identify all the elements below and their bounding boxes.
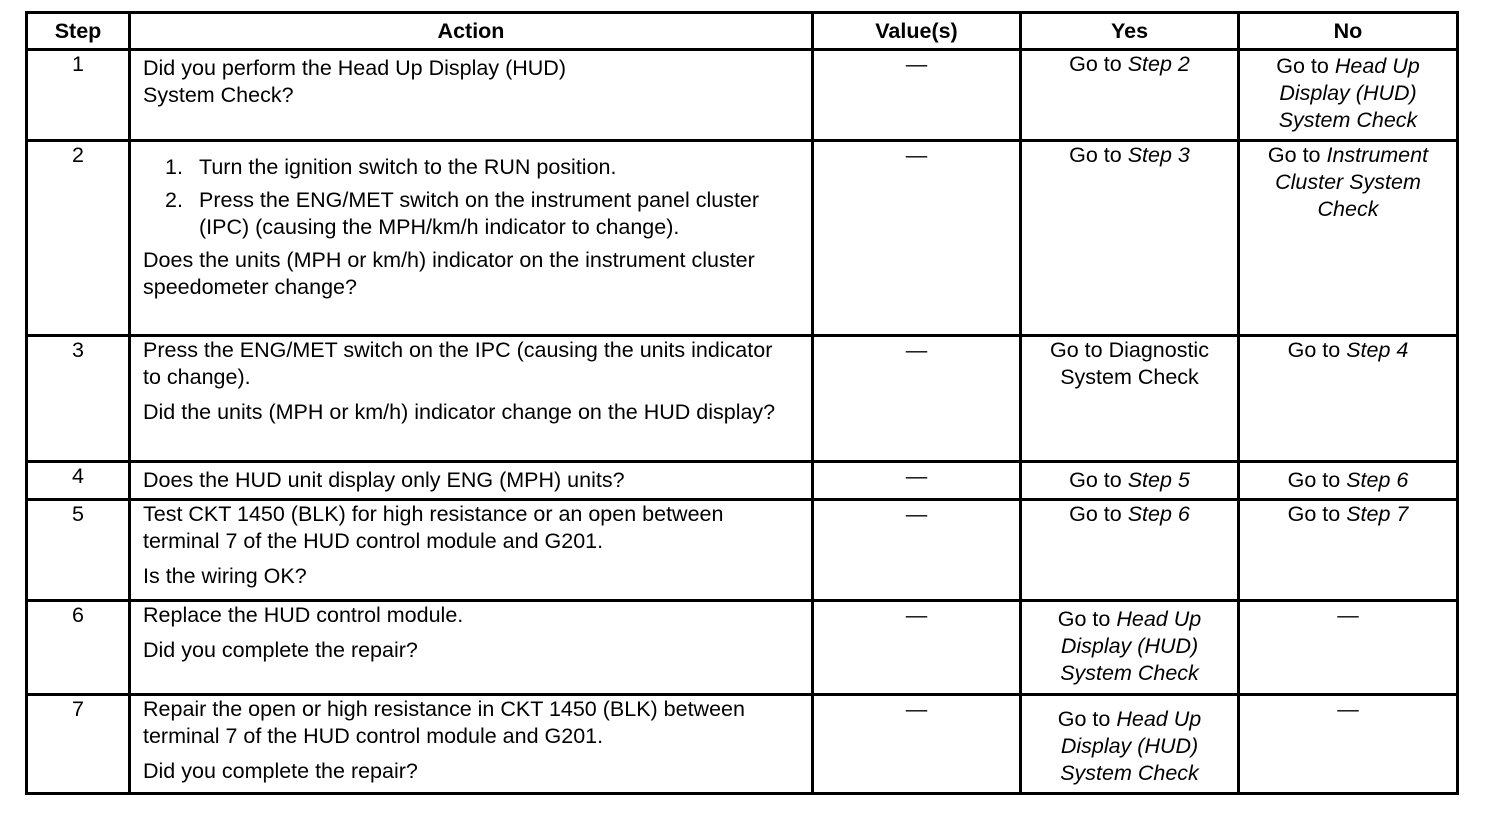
table-row <box>27 336 1458 462</box>
no-link[interactable]: Cluster System <box>1275 170 1421 194</box>
action-text: Test CKT 1450 (BLK) for high resistance or an open between terminal 7 of the HUD control module and G201. <box>143 502 724 553</box>
step-number: 3 <box>27 336 130 462</box>
action-cell <box>130 141 813 336</box>
question-text: Did you complete the repair? <box>143 759 418 783</box>
question-text: Did you complete the repair? <box>143 638 418 662</box>
action-text: Did you perform the Head Up Display (HUD) <box>143 56 566 80</box>
value-cell: — <box>813 462 1021 500</box>
yes-cell[interactable] <box>1021 50 1239 141</box>
no-cell: — <box>1239 695 1458 794</box>
no-link[interactable]: Instrument <box>1326 143 1429 167</box>
table-row <box>27 500 1458 601</box>
yes-prefix: Go to <box>1069 468 1122 492</box>
no-link[interactable]: Step 7 <box>1346 502 1409 526</box>
yes-cell[interactable] <box>1021 141 1239 336</box>
step-number: 1 <box>27 50 130 141</box>
no-prefix: Go to <box>1287 468 1341 492</box>
action-cell <box>130 500 813 601</box>
question-text: Does the units (MPH or km/h) indicator on the instrument cluster speedometer change? <box>143 248 755 299</box>
yes-link[interactable]: Head Up <box>1116 607 1202 631</box>
value-cell: — <box>813 141 1021 336</box>
no-cell[interactable] <box>1239 336 1458 462</box>
no-link[interactable]: Step 6 <box>1346 468 1409 492</box>
no-link[interactable]: Step 4 <box>1346 338 1409 362</box>
value-cell: — <box>813 50 1021 141</box>
header-row <box>27 13 1458 50</box>
list-item <box>143 187 799 241</box>
procedure-list <box>143 154 799 241</box>
yes-link[interactable]: System Check <box>1060 661 1199 685</box>
no-prefix: Go to <box>1267 143 1321 167</box>
no-cell[interactable] <box>1239 50 1458 141</box>
step-number: 7 <box>27 695 130 794</box>
action-cell <box>130 695 813 794</box>
action-text: System Check? <box>143 83 294 107</box>
question-text: Is the wiring OK? <box>143 564 307 588</box>
list-number: 1. <box>165 155 183 179</box>
table-row <box>27 50 1458 141</box>
value-cell: — <box>813 695 1021 794</box>
action-text: Press the ENG/MET switch on the IPC (causing the units indicator to change). <box>143 338 773 389</box>
step-number: 5 <box>27 500 130 601</box>
table-row <box>27 695 1458 794</box>
yes-prefix: Go to <box>1057 607 1111 631</box>
yes-cell[interactable] <box>1021 336 1239 462</box>
yes-cell[interactable] <box>1021 500 1239 601</box>
action-cell <box>130 336 813 462</box>
yes-link[interactable]: Step 3 <box>1127 143 1190 167</box>
no-link[interactable]: Check <box>1317 197 1379 221</box>
table-row <box>27 601 1458 695</box>
no-cell[interactable] <box>1239 500 1458 601</box>
step-number: 6 <box>27 601 130 695</box>
yes-prefix: Go to <box>1069 52 1122 76</box>
yes-link[interactable]: Display (HUD) <box>1060 634 1199 658</box>
no-cell[interactable] <box>1239 141 1458 336</box>
table-row <box>27 141 1458 336</box>
step-number: 2 <box>27 141 130 336</box>
action-cell <box>130 601 813 695</box>
action-cell <box>130 462 813 500</box>
no-prefix: Go to <box>1287 338 1341 362</box>
no-cell[interactable] <box>1239 462 1458 500</box>
list-item <box>143 154 799 181</box>
question-text: Does the HUD unit display only ENG (MPH) units? <box>143 468 625 492</box>
value-cell: — <box>813 336 1021 462</box>
yes-link[interactable]: System Check <box>1060 761 1199 785</box>
yes-link[interactable]: Step 6 <box>1127 502 1190 526</box>
yes-link[interactable]: Display (HUD) <box>1060 734 1199 758</box>
table-row <box>27 462 1458 500</box>
value-cell: — <box>813 500 1021 601</box>
yes-text[interactable]: System Check <box>1060 365 1199 389</box>
no-prefix: Go to <box>1276 54 1329 78</box>
no-link[interactable]: Head Up <box>1334 54 1420 78</box>
list-number: 2. <box>165 188 183 212</box>
no-link[interactable]: Display (HUD) <box>1279 81 1417 105</box>
action-cell <box>130 50 813 141</box>
no-cell: — <box>1239 601 1458 695</box>
yes-text[interactable]: Go to Diagnostic <box>1050 338 1209 362</box>
question-text: Did the units (MPH or km/h) indicator change on the HUD display? <box>143 400 776 424</box>
no-link[interactable]: System Check <box>1278 108 1418 132</box>
value-cell: — <box>813 601 1021 695</box>
no-prefix: Go to <box>1287 502 1341 526</box>
yes-link[interactable]: Head Up <box>1116 707 1202 731</box>
yes-cell[interactable] <box>1021 601 1239 695</box>
action-text: Replace the HUD control module. <box>143 603 464 627</box>
action-text: Repair the open or high resistance in CKT 1450 (BLK) between terminal 7 of the HUD control module and G201. <box>143 697 745 748</box>
diagnostic-table <box>25 11 1459 795</box>
header-no: No <box>1239 13 1458 50</box>
list-text: Press the ENG/MET switch on the instrument panel cluster (IPC) (causing the MPH/km/h indicator to change). <box>199 188 760 239</box>
yes-prefix: Go to <box>1069 502 1122 526</box>
yes-cell[interactable] <box>1021 695 1239 794</box>
header-yes: Yes <box>1021 13 1239 50</box>
yes-link[interactable]: Step 2 <box>1127 52 1190 76</box>
list-text: Turn the ignition switch to the RUN position. <box>199 155 617 179</box>
yes-link[interactable]: Step 5 <box>1127 468 1190 492</box>
step-number: 4 <box>27 462 130 500</box>
header-step: Step <box>27 13 130 50</box>
yes-cell[interactable] <box>1021 462 1239 500</box>
yes-prefix: Go to <box>1057 707 1111 731</box>
header-values: Value(s) <box>813 13 1021 50</box>
header-action: Action <box>130 13 813 50</box>
yes-prefix: Go to <box>1069 143 1122 167</box>
